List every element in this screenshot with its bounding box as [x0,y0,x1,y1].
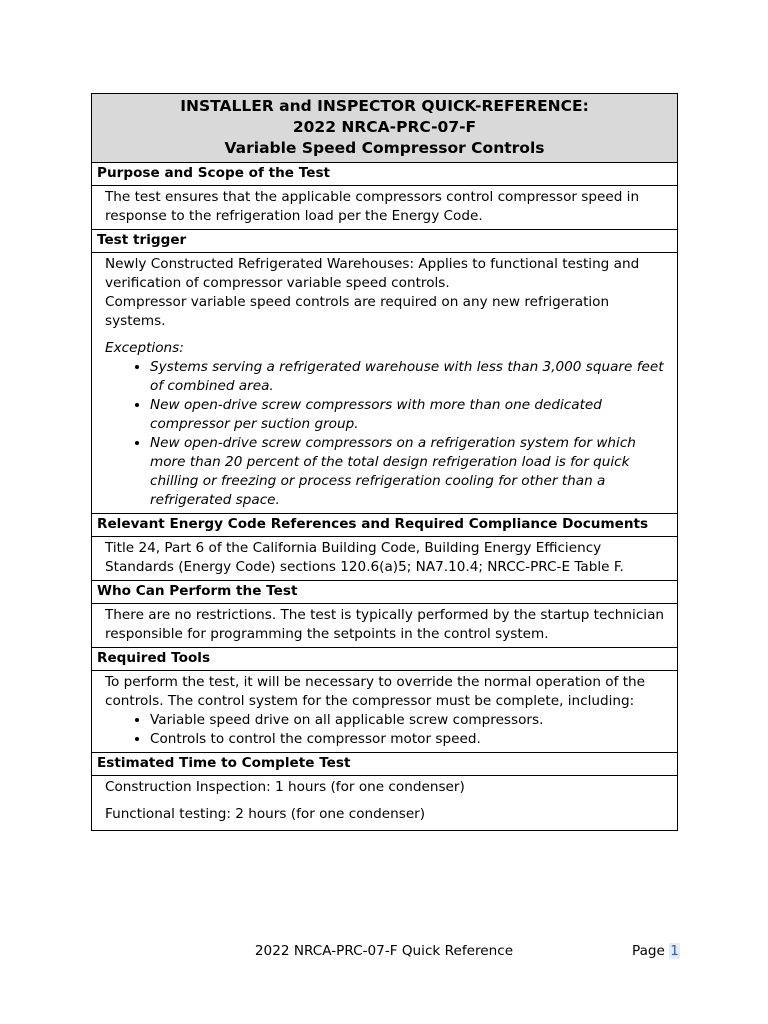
tools-body [92,671,677,753]
footer-title: 2022 NRCA-PRC-07-F Quick Reference [254,943,514,959]
purpose-text: The test ensures that the applicable compressors control compressor speed in response to the refrigeration load per the Energy Code. [105,189,640,224]
trigger-heading: Test trigger [92,230,677,253]
references-heading: Relevant Energy Code References and Required Compliance Documents [92,514,677,537]
purpose-heading: Purpose and Scope of the Test [92,163,677,186]
trigger-body [92,253,677,514]
quick-reference-table [91,93,678,831]
title-line-3: Variable Speed Compressor Controls [224,139,545,157]
tools-text: To perform the test, it will be necessary to override the normal operation of the controls. The control system for the compressor must be complete, including: [105,674,646,709]
time-line-1: Construction Inspection: 1 hours (for one condenser) [105,779,465,795]
exceptions-label: Exceptions: [105,340,184,356]
purpose-body [92,186,677,230]
references-body [92,537,677,581]
exceptions-list [105,358,669,510]
trigger-para-2: Compressor variable speed controls are required on any new refrigeration systems. [105,294,610,329]
who-body [92,604,677,648]
who-heading: Who Can Perform the Test [92,581,677,604]
tools-item: • Variable speed drive on all applicable screw compressors. [150,711,669,730]
trigger-para-1: Newly Constructed Refrigerated Warehouses: Applies to functional testing and verification of compressor variable speed controls. [105,256,640,291]
exception-item: • Systems serving a refrigerated warehouse with less than 3,000 square feet of combined area. [150,358,669,396]
page-number: 1 [670,943,679,959]
exception-item: • New open-drive screw compressors with more than one dedicated compressor per suction group. [150,396,669,434]
title-line-1: INSTALLER and INSPECTOR QUICK-REFERENCE: [180,97,589,115]
title-line-2: 2022 NRCA-PRC-07-F [292,118,477,136]
page-label: Page [632,943,665,959]
references-text: Title 24, Part 6 of the California Building Code, Building Energy Efficiency Standards (Energy Code) sections 120.6(a)5; NA7.10.4; NRCC-PRC-E Table F. [105,540,624,575]
tools-item: • Controls to control the compressor motor speed. [150,730,669,749]
exception-item: • New open-drive screw compressors on a refrigeration system for which more than 20 percent of the total design refrigeration load is for quick chilling or freezing or process refrigeration cooling for other than a refrigerated space. [150,434,669,510]
time-heading: Estimated Time to Complete Test [92,753,677,776]
page-indicator [632,942,680,961]
who-text: There are no restrictions. The test is typically performed by the startup technician responsible for programming the setpoints in the control system. [105,607,665,642]
time-line-2: Functional testing: 2 hours (for one condenser) [105,806,426,822]
title-block [92,94,677,163]
tools-heading: Required Tools [92,648,677,671]
time-body [92,776,677,830]
tools-list [105,711,669,749]
